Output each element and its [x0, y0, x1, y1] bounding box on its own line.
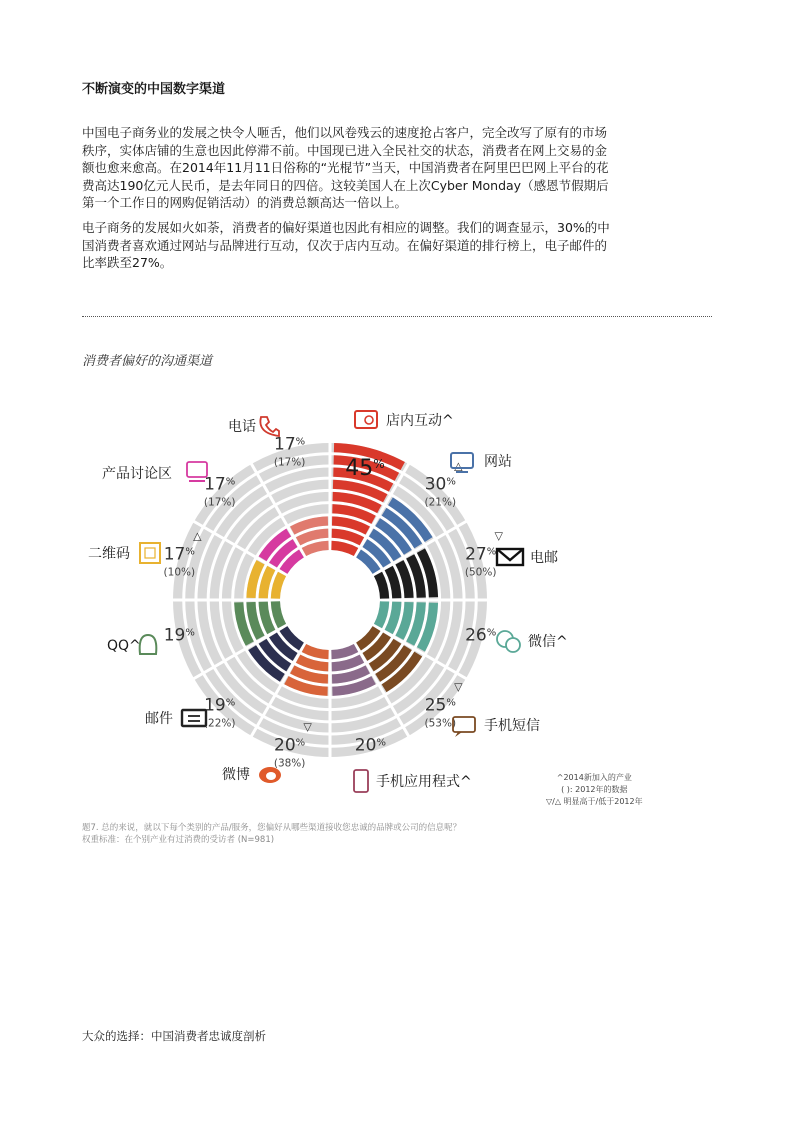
value-label: 17%	[274, 434, 306, 455]
value-label: 45%	[345, 456, 385, 481]
wechat-icon	[497, 631, 520, 652]
chart-legend	[546, 772, 643, 808]
radial-bar-chart	[0, 390, 793, 810]
email-icon	[497, 549, 523, 565]
dotted-divider	[82, 316, 712, 317]
prior-value-label: (50%)	[464, 566, 497, 579]
value-label: 30%	[424, 474, 456, 495]
prior-value-label: (10%)	[163, 566, 196, 579]
mail-icon	[182, 710, 206, 726]
significance-flag: ▽	[454, 680, 463, 694]
prior-value-label: (21%)	[424, 496, 457, 509]
prior-value-label: (22%)	[203, 717, 236, 730]
category-label: 店内互动^	[386, 413, 454, 429]
value-label: 17%	[163, 544, 195, 565]
significance-flag: △	[193, 529, 202, 543]
value-label: 20%	[354, 735, 386, 756]
section-heading: 不断演变的中国数字渠道	[82, 82, 226, 97]
prior-value-label: (53%)	[424, 717, 457, 730]
value-label: 17%	[204, 474, 236, 495]
value-label: 25%	[424, 695, 456, 716]
phone-icon	[260, 417, 279, 436]
bar-ring-segment	[374, 572, 389, 599]
value-label: 27%	[465, 544, 497, 565]
value-label: 19%	[163, 625, 195, 646]
chart-title: 消费者偏好的沟通渠道	[82, 354, 213, 369]
category-label: QQ^	[107, 638, 141, 654]
bar-ring-segment	[302, 644, 329, 659]
legend-new-industry: ^2014新加入的产业	[556, 773, 632, 782]
intro-paragraph: 中国电子商务业的发展之快令人咂舌，他们以风卷残云的速度抢占客户，完全改写了原有的市场秩序，实体店铺的生意也因此停滞不前。中国现已进入全民社交的状态，消费者在网上交易的金额也愈来愈高。在2014年11月11日俗称的“光棍节”当天，中国消费者在阿里巴巴网上平台的花费高达190亿元人民币，是去年同日的四倍。这较美国人在上次Cyber Monday（感恩节假期后第一个工作日的网购促销活动）的消费总额高达一倍以上。	[82, 125, 609, 210]
category-label: 邮件	[145, 711, 173, 727]
bar-qr-code	[246, 560, 286, 599]
qr-code-icon	[140, 543, 160, 563]
bar-ring-segment	[331, 644, 358, 659]
category-label: 电话	[228, 419, 256, 435]
survey-note	[82, 822, 461, 846]
survey-paragraph: 电子商务的发展如火如荼，消费者的偏好渠道也因此有相应的调整。我们的调查显示，30%的中国消费者喜欢通过网站与品牌进行互动，仅次于店内互动。在偏好渠道的排行榜上，电子邮件的比率跌至27%。	[82, 220, 610, 270]
mobile-app-icon	[354, 770, 368, 792]
prior-value-label: (38%)	[273, 757, 306, 770]
bar-phone	[290, 516, 329, 556]
category-label: 手机短信	[484, 718, 540, 734]
weibo-icon	[259, 767, 281, 783]
category-label: 产品讨论区	[102, 466, 172, 482]
significance-flag: △	[454, 459, 463, 473]
significance-flag: ▽	[494, 529, 503, 543]
store-interaction-icon	[355, 411, 377, 428]
category-label: 二维码	[88, 546, 130, 562]
bar-ring-segment	[331, 541, 358, 556]
value-label: 20%	[274, 735, 306, 756]
page-footer: 大众的选择：中国消费者忠诚度剖析	[82, 1029, 266, 1043]
category-label: 网站	[484, 454, 512, 470]
legend-2012-data: ( ): 2012年的数据	[561, 785, 628, 794]
category-label: 微信^	[528, 634, 568, 650]
survey-base: 权重标准：在个别产业有过消费的受访者 (N=981)	[82, 835, 275, 845]
bar-ring-segment	[374, 601, 389, 628]
survey-question: 题7. 总的来说，就以下每个类别的产品/服务，您偏好从哪些渠道接收您忠诚的品牌或公司的信息呢？	[82, 823, 462, 833]
prior-value-label: (17%)	[203, 496, 236, 509]
legend-significance: ▽/△ 明显高于/低于2012年	[546, 797, 643, 806]
bar-ring-segment	[271, 601, 286, 628]
bar-ring-segment	[302, 541, 329, 556]
category-label: 手机应用程式^	[376, 774, 472, 790]
qq-icon	[140, 635, 157, 654]
prior-value-label: (17%)	[273, 456, 306, 469]
category-label: 微博	[222, 767, 250, 783]
significance-flag: ▽	[303, 720, 312, 734]
value-label: 19%	[204, 695, 236, 716]
bar-ring-segment	[271, 572, 286, 599]
sms-icon	[453, 717, 475, 737]
category-label: 电邮	[530, 550, 558, 566]
value-label: 26%	[465, 625, 497, 646]
